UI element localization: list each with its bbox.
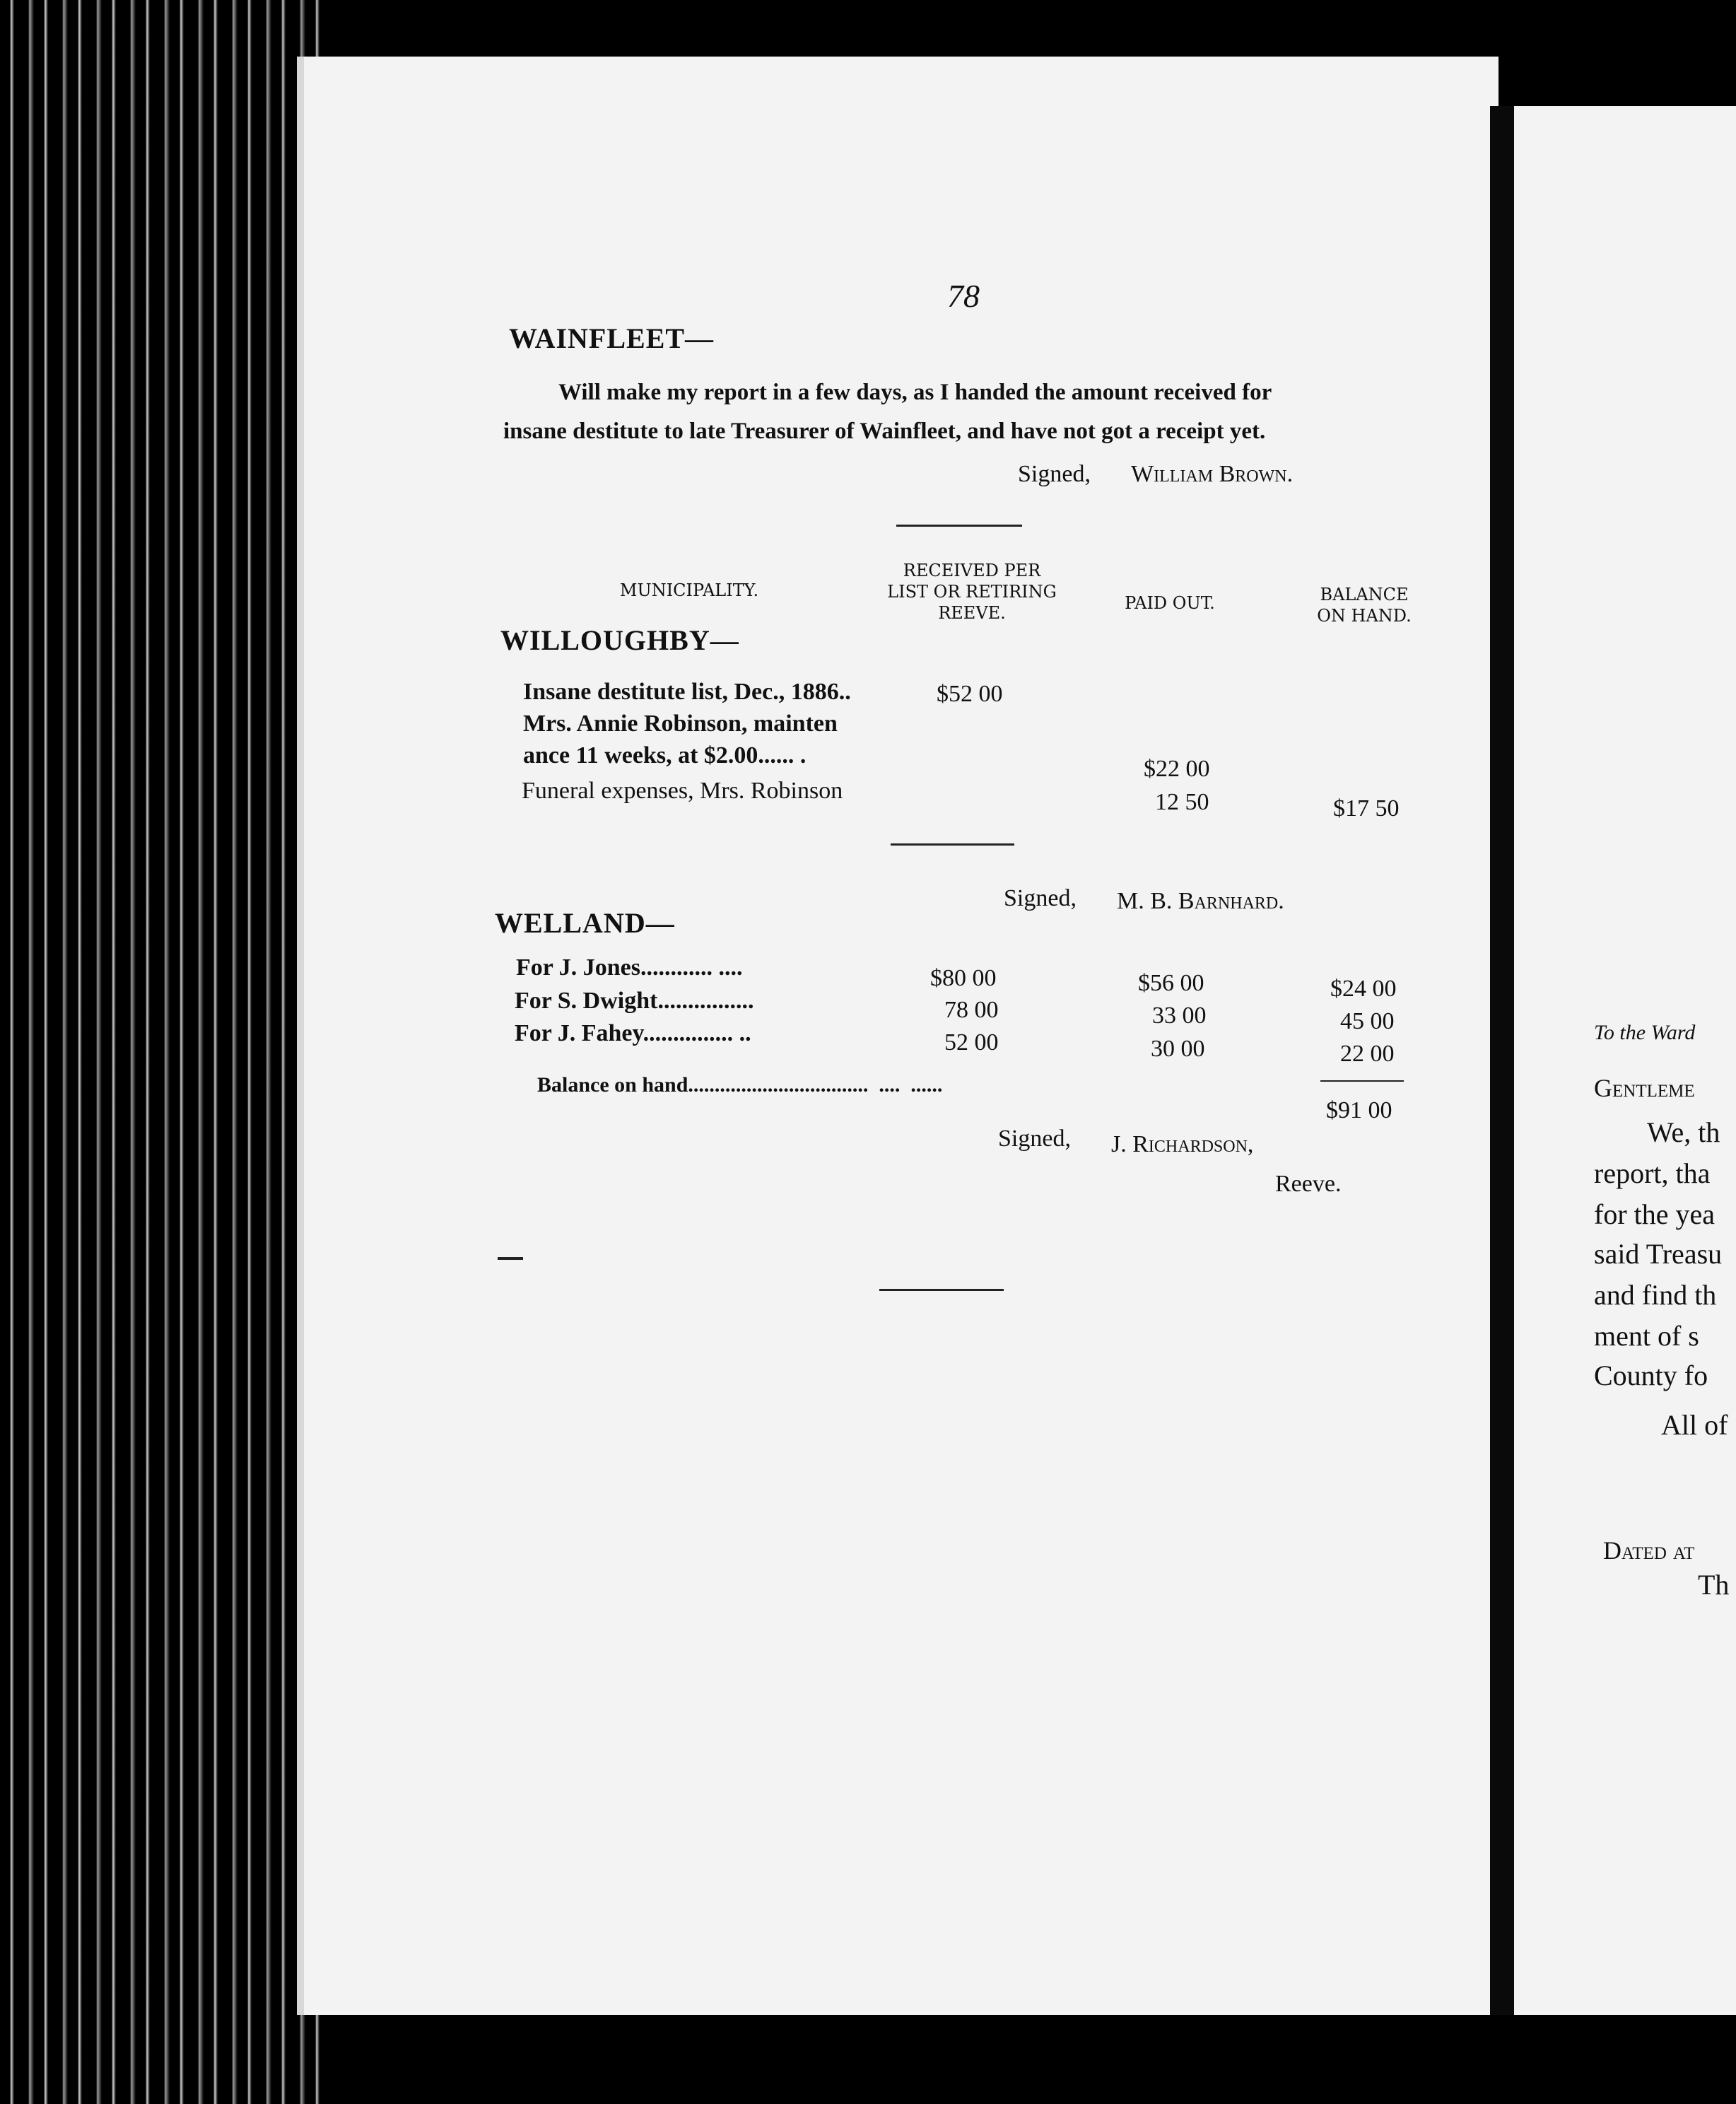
col-header-municipality: MUNICIPALITY. <box>619 580 759 600</box>
willoughby-row1-label: Insane destitute list, Dec., 1886.. <box>523 679 851 705</box>
wainfleet-signer: William Brown. <box>1131 461 1294 487</box>
right-page-line: Th <box>1698 1569 1730 1601</box>
right-page-dated: Dated at <box>1603 1536 1695 1565</box>
col-header-balance <box>1301 584 1428 626</box>
right-page-line-salutation: Gentleme <box>1594 1074 1695 1102</box>
willoughby-row3-paid: $22 00 <box>1144 756 1210 782</box>
welland-heading: WELLAND— <box>495 907 675 939</box>
end-rule <box>879 1289 1004 1291</box>
right-page-line: said Treasu <box>1594 1238 1723 1270</box>
right-page <box>1513 106 1736 2015</box>
willoughby-signed-label: Signed, <box>1004 885 1077 911</box>
willoughby-row4-paid: 12 50 <box>1155 789 1209 815</box>
welland-total-label: Balance on hand.................................. .... ...... <box>537 1073 943 1097</box>
right-page-line: report, tha <box>1594 1157 1711 1189</box>
welland-row-balance: 45 00 <box>1340 1008 1395 1034</box>
welland-row-label: For J. Jones............ .... <box>516 954 743 981</box>
welland-row-received: 78 00 <box>944 997 999 1023</box>
divider-rule <box>896 525 1022 527</box>
welland-row-label: For S. Dwight................ <box>515 988 754 1014</box>
left-page <box>297 57 1499 2015</box>
welland-row-received: $80 00 <box>930 965 997 991</box>
welland-row-label: For J. Fahey............... .. <box>515 1020 751 1046</box>
right-page-line-address: To the Ward <box>1594 1021 1696 1044</box>
willoughby-row1-received: $52 00 <box>937 681 1003 707</box>
right-page-line: We, th <box>1647 1116 1720 1148</box>
right-page-line: ment of s <box>1594 1320 1699 1352</box>
col-header-received <box>869 560 1074 624</box>
wainfleet-text-line1: Will make my report in a few days, as I handed the amount received for <box>558 380 1272 405</box>
right-page-line: All of <box>1661 1409 1728 1441</box>
welland-row-paid: 30 00 <box>1151 1036 1205 1062</box>
willoughby-heading: WILLOUGHBY— <box>500 624 739 656</box>
wainfleet-text-line2: insane destitute to late Treasurer of Wainfleet, and have not got a receipt yet. <box>503 419 1266 444</box>
right-page-line: and find th <box>1594 1279 1717 1311</box>
welland-signer-title: Reeve. <box>1275 1171 1342 1197</box>
right-page-line: County fo <box>1594 1360 1708 1391</box>
page-number: 78 <box>947 278 980 314</box>
welland-row-paid: $56 00 <box>1138 970 1204 996</box>
col-header-balance-line1: BALANCE <box>1320 585 1409 604</box>
stray-mark <box>498 1257 523 1260</box>
welland-total-value: $91 00 <box>1326 1097 1392 1123</box>
right-page-line: for the yea <box>1594 1198 1716 1230</box>
willoughby-row4-balance: $17 50 <box>1333 795 1400 822</box>
welland-row-paid: 33 00 <box>1152 1003 1207 1029</box>
col-header-received-line3: REEVE. <box>938 603 1006 623</box>
welland-signed-label: Signed, <box>998 1126 1071 1152</box>
wainfleet-signed-label: Signed, <box>1018 461 1091 487</box>
page-gutter <box>1490 106 1514 2015</box>
wainfleet-heading: WAINFLEET— <box>509 322 715 354</box>
willoughby-signer: M. B. Barnhard. <box>1117 888 1284 914</box>
willoughby-row4-label: Funeral expenses, Mrs. Robinson <box>522 778 843 804</box>
willoughby-row3-label: ance 11 weeks, at $2.00...... . <box>523 742 807 768</box>
book-page-edges <box>0 0 325 2104</box>
welland-row-received: 52 00 <box>944 1029 999 1056</box>
sum-rule <box>1320 1080 1404 1082</box>
welland-row-balance: 22 00 <box>1340 1041 1395 1067</box>
col-header-received-line2: LIST OR RETIRING <box>887 582 1057 602</box>
col-header-balance-line2: ON HAND. <box>1317 606 1412 626</box>
welland-row-balance: $24 00 <box>1330 976 1397 1002</box>
col-header-paid-out: PAID OUT. <box>1125 593 1215 613</box>
welland-signer: J. Richardson, <box>1111 1131 1254 1157</box>
willoughby-row2-label: Mrs. Annie Robinson, mainten <box>523 711 838 737</box>
col-header-received-line1: RECEIVED PER <box>903 561 1041 580</box>
divider-rule-2 <box>891 843 1014 846</box>
